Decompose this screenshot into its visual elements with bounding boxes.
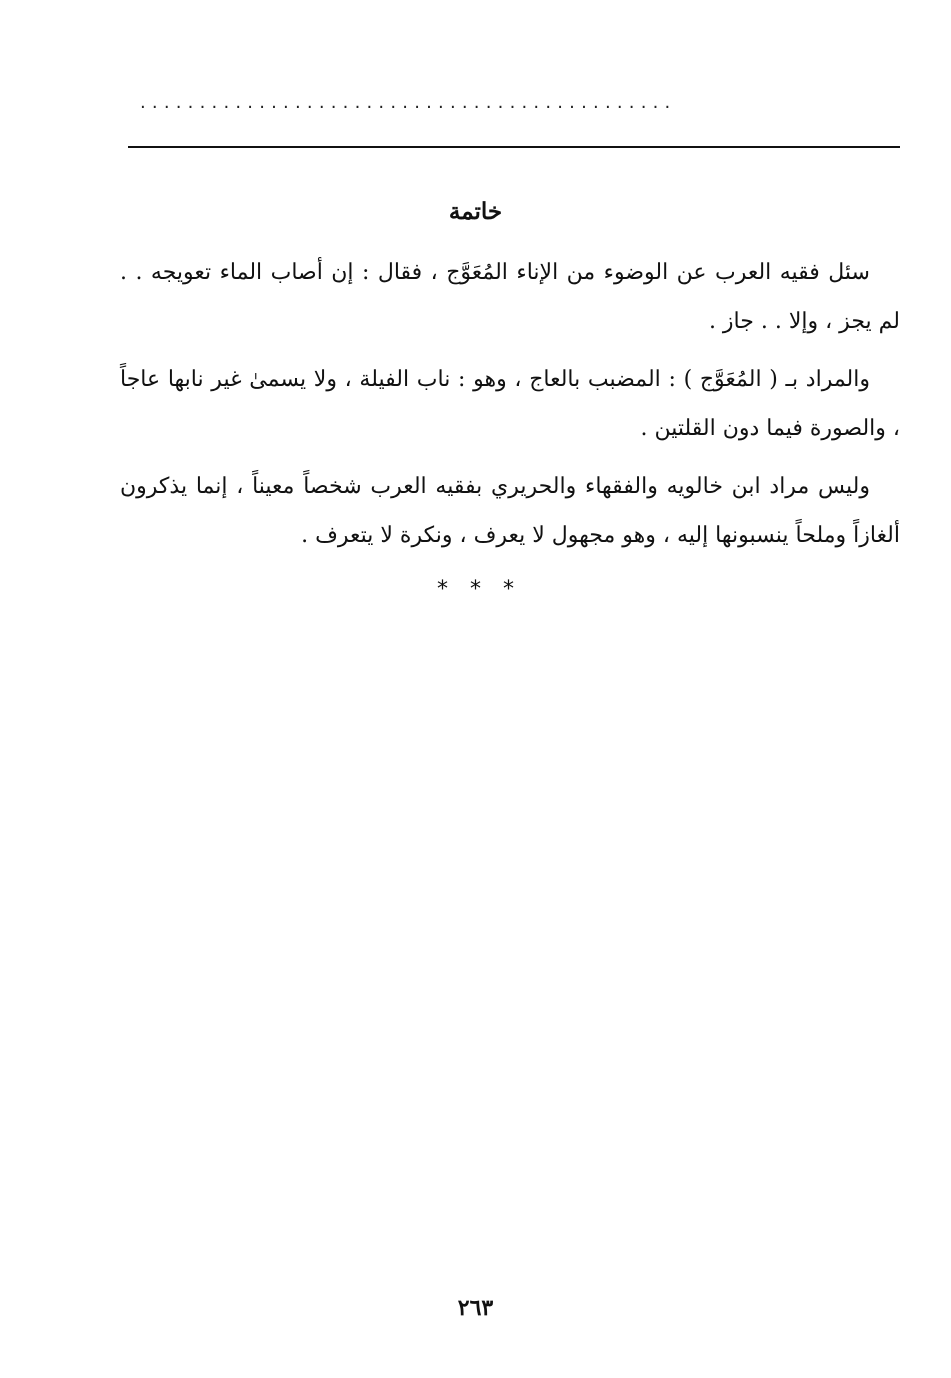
- body-text: [120, 248, 900, 569]
- paragraph-1: سئل فقيه العرب عن الوضوء من الإناء المُعَوَّج ، فقال : إن أصاب الماء تعويجه . . لم يجز ، وإلا . . جاز .: [120, 260, 900, 334]
- paragraph-2: والمراد بـ ( المُعَوَّج ) : المضبب بالعاج ، وهو : ناب الفيلة ، ولا يسمىٰ غير نابها عاجاً ، والصورة فيما دون القلتين .: [120, 367, 900, 441]
- header-dotted-line: .............................................: [140, 96, 677, 110]
- section-title: خاتمة: [448, 198, 503, 225]
- paragraph-3: وليس مراد ابن خالويه والفقهاء والحريري بفقيه العرب شخصاً معيناً ، إنما يذكرون ألغازاً وملحاً ينسبونها إليه ، وهو مجهول لا يعرف ، ونكرة لا يتعرف .: [120, 474, 900, 548]
- header-rule: [128, 146, 900, 148]
- page-number: ٢٦٣: [457, 1295, 494, 1321]
- section-separator: ***: [437, 577, 536, 602]
